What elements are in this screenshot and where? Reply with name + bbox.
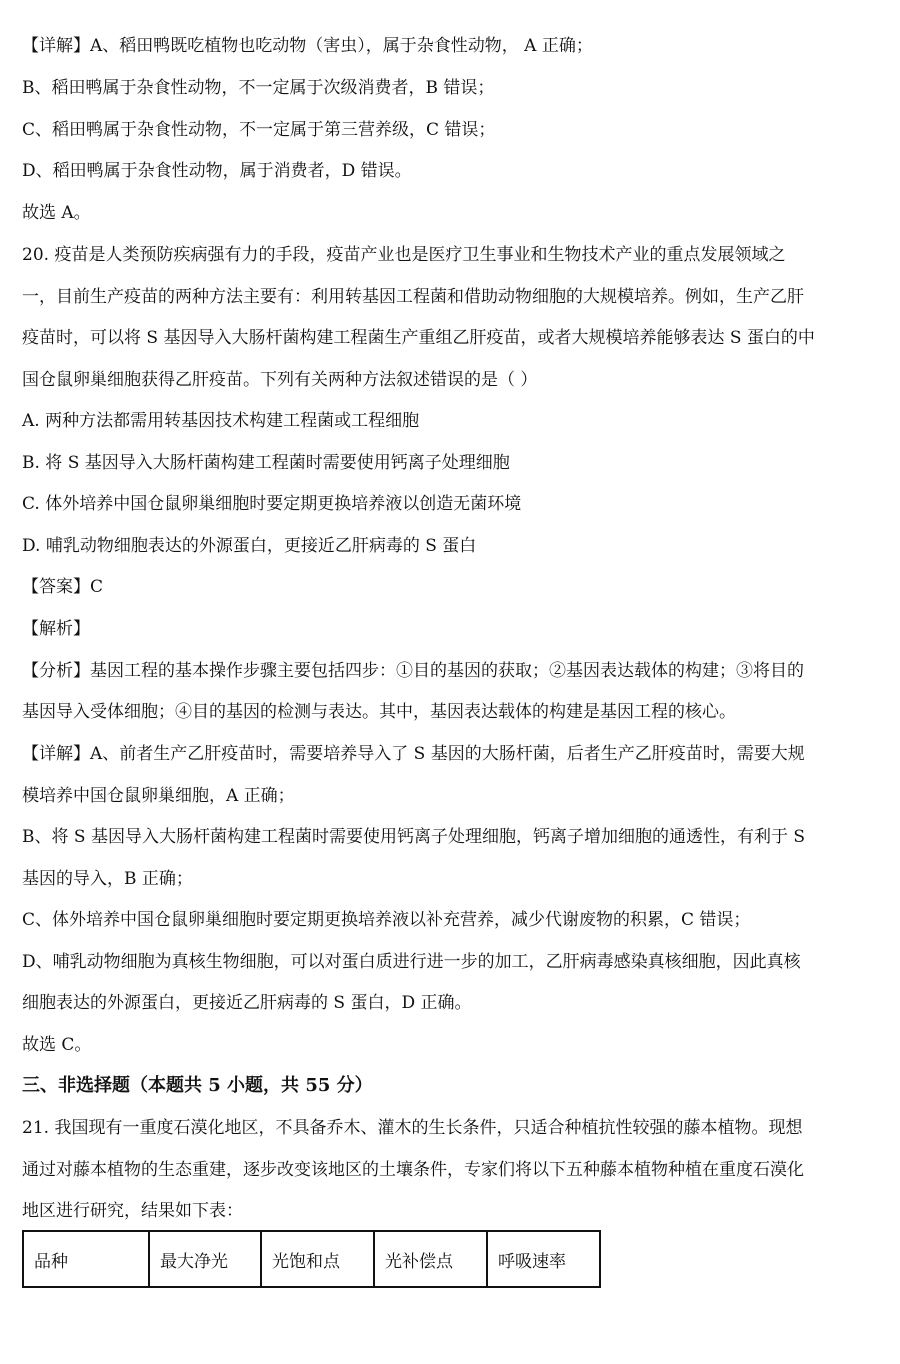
q20-analysis-label: 【解析】 (22, 619, 90, 639)
q21-stem-line: 21. 我国现有一重度石漠化地区，不具备乔木、灌木的生长条件，只适合种植抗性较强的藤本植物。现想 (22, 1118, 803, 1138)
table-header-cell: 呼吸速率 (487, 1231, 600, 1287)
q20-option-a: A. 两种方法都需用转基因技术构建工程菌或工程细胞 (22, 411, 420, 431)
q21-stem-line: 地区进行研究，结果如下表： (22, 1201, 243, 1221)
q20-detail-line: 模培养中国仓鼠卵巢细胞，A 正确； (22, 786, 295, 806)
q20-stem-line: 一，目前生产疫苗的两种方法主要有：利用转基因工程菌和借助动物细胞的大规模培养。例如，生产乙肝 (22, 287, 804, 307)
q20-analysis-line: 基因导入受体细胞；④目的基因的检测与表达。其中，基因表达载体的构建是基因工程的核心。 (22, 702, 736, 722)
q20-option-b: B. 将 S 基因导入大肠杆菌构建工程菌时需要使用钙离子处理细胞 (22, 453, 510, 473)
q20-conclusion: 故选 C。 (22, 1035, 92, 1055)
q20-stem-line: 20. 疫苗是人类预防疾病强有力的手段，疫苗产业也是医疗卫生事业和生物技术产业的重点发展领域之 (22, 245, 786, 265)
table-header-cell: 光饱和点 (261, 1231, 374, 1287)
table-header-row (23, 1231, 600, 1287)
q20-option-d: D. 哺乳动物细胞表达的外源蛋白，更接近乙肝病毒的 S 蛋白 (22, 536, 477, 556)
q20-analysis-line: 【分析】基因工程的基本操作步骤主要包括四步：①目的基因的获取；②基因表达载体的构建；③将目的 (22, 661, 804, 681)
table-header-cell: 品种 (23, 1231, 149, 1287)
q20-stem-line: 国仓鼠卵巢细胞获得乙肝疫苗。下列有关两种方法叙述错误的是（ ） (22, 370, 538, 390)
q20-answer: 【答案】C (22, 577, 104, 597)
prev-detail-a: 【详解】A、稻田鸭既吃植物也吃动物（害虫），属于杂食性动物， A 正确； (22, 36, 593, 56)
q20-detail-line: 基因的导入，B 正确； (22, 869, 193, 889)
table-header-cell: 最大净光 (149, 1231, 261, 1287)
q21-stem-line: 通过对藤本植物的生态重建，逐步改变该地区的土壤条件，专家们将以下五种藤本植物种植在重度石漠化 (22, 1160, 804, 1180)
table-header-cell: 光补偿点 (374, 1231, 487, 1287)
q20-detail-line: 细胞表达的外源蛋白，更接近乙肝病毒的 S 蛋白，D 正确。 (22, 993, 472, 1013)
prev-detail-b: B、稻田鸭属于杂食性动物，不一定属于次级消费者，B 错误； (22, 78, 495, 98)
q20-stem-line: 疫苗时，可以将 S 基因导入大肠杆菌构建工程菌生产重组乙肝疫苗，或者大规模培养能够表达 S 蛋白的中 (22, 328, 815, 348)
prev-detail-c: C、稻田鸭属于杂食性动物，不一定属于第三营养级，C 错误； (22, 120, 496, 140)
prev-conclusion: 故选 A。 (22, 203, 91, 223)
q20-option-c: C. 体外培养中国仓鼠卵巢细胞时要定期更换培养液以创造无菌环境 (22, 494, 522, 514)
q20-detail-line: 【详解】A、前者生产乙肝疫苗时，需要培养导入了 S 基因的大肠杆菌，后者生产乙肝疫苗时，需要大规 (22, 744, 805, 764)
q21-data-table (22, 1230, 601, 1288)
q20-detail-line: C、体外培养中国仓鼠卵巢细胞时要定期更换培养液以补充营养，减少代谢废物的积累，C 错误； (22, 910, 751, 930)
prev-detail-d: D、稻田鸭属于杂食性动物，属于消费者，D 错误。 (22, 161, 412, 181)
q20-detail-line: B、将 S 基因导入大肠杆菌构建工程菌时需要使用钙离子处理细胞，钙离子增加细胞的通透性，有利于 S (22, 827, 805, 847)
q20-detail-line: D、哺乳动物细胞为真核生物细胞，可以对蛋白质进行进一步的加工，乙肝病毒感染真核细胞，因此真核 (22, 952, 801, 972)
section-heading: 三、非选择题（本题共 5 小题，共 55 分） (22, 1075, 373, 1096)
